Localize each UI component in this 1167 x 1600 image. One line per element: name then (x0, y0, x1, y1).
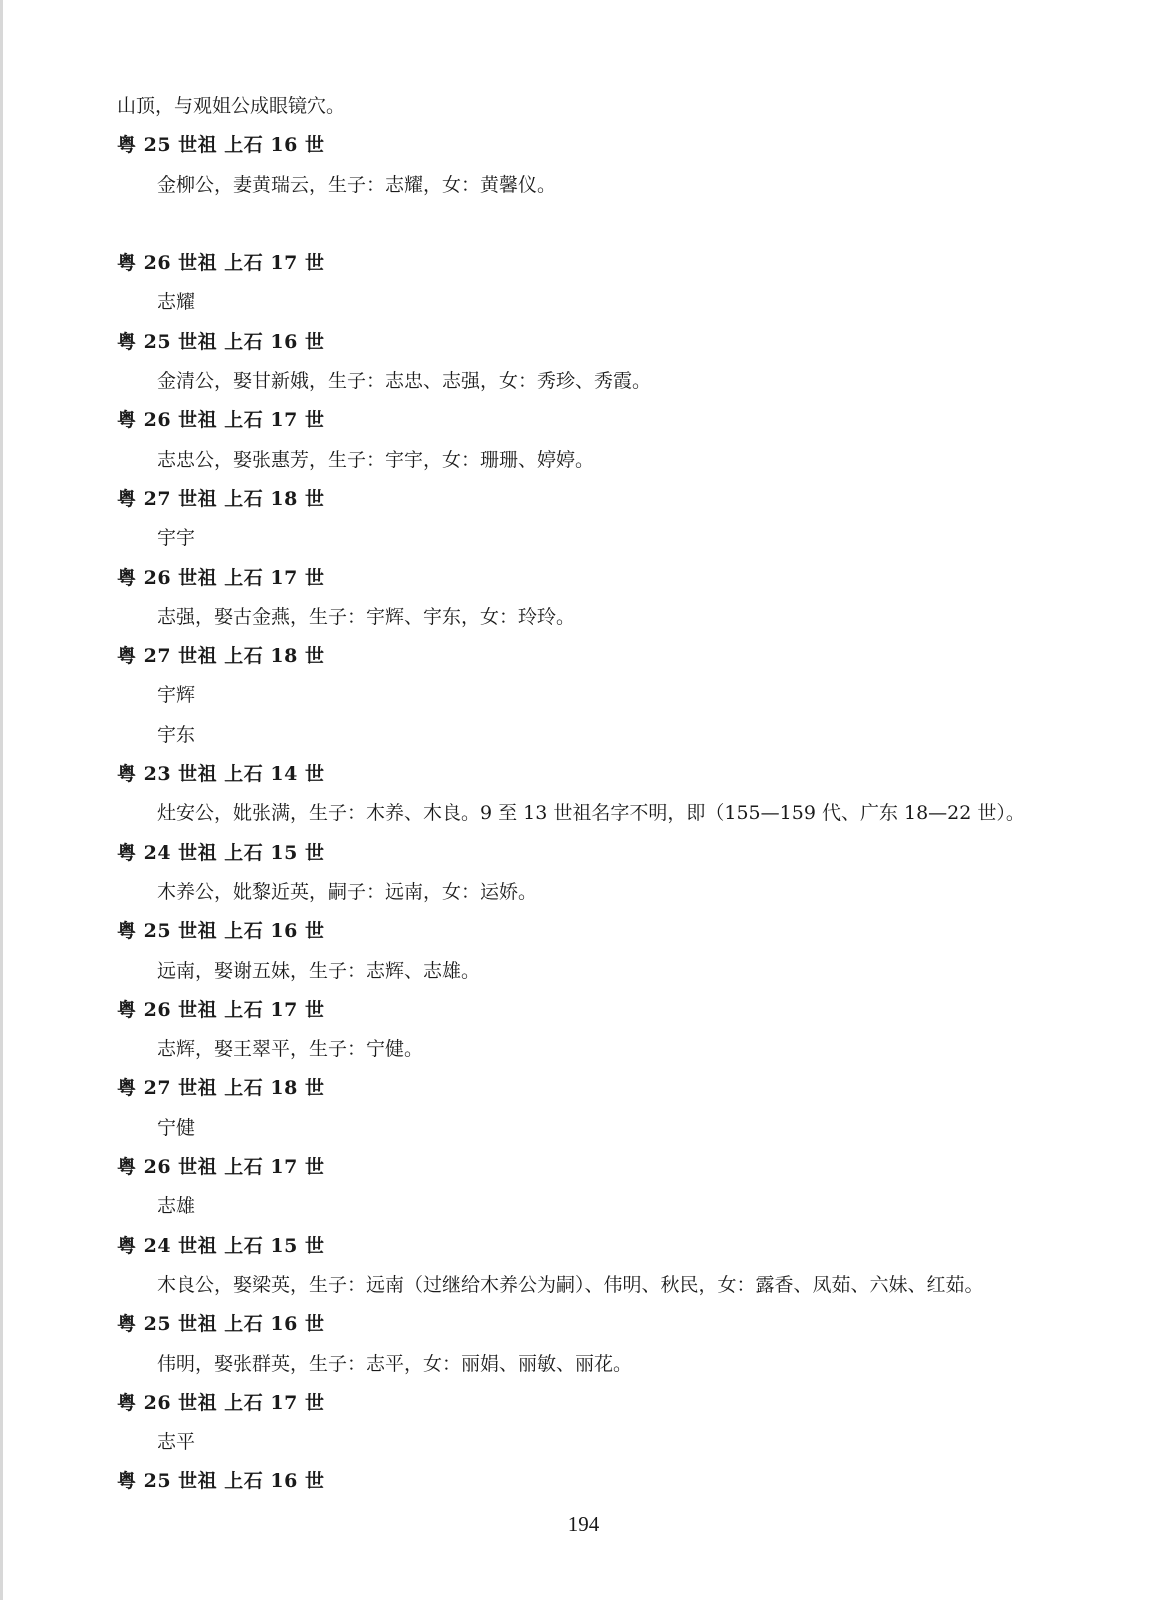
page-number: 194 (567, 1512, 600, 1536)
genealogy-entry: 金柳公，妻黄瑞云，生子：志耀，女：黄馨仪。 (157, 173, 557, 196)
generation-heading: 粤 25 世祖 上石 16 世 (117, 330, 325, 353)
genealogy-entry: 志平 (157, 1431, 196, 1454)
generation-heading: 粤 26 世祖 上石 17 世 (117, 1391, 325, 1414)
generation-heading: 粤 25 世祖 上石 16 世 (117, 920, 325, 943)
genealogy-entry: 宇辉 (157, 684, 196, 707)
generation-heading: 粤 26 世祖 上石 17 世 (117, 566, 325, 589)
generation-heading: 粤 24 世祖 上石 15 世 (117, 1234, 325, 1257)
generation-heading: 粤 26 世祖 上石 17 世 (117, 1156, 325, 1179)
blank-line (117, 205, 1137, 244)
generation-heading: 粤 27 世祖 上石 18 世 (117, 487, 325, 510)
generation-heading: 粤 25 世祖 上石 16 世 (117, 1470, 325, 1493)
generation-heading: 粤 23 世祖 上石 14 世 (117, 763, 325, 786)
genealogy-entry: 伟明，娶张群英，生子：志平，女：丽娟、丽敏、丽花。 (157, 1352, 633, 1375)
genealogy-entry: 志雄 (157, 1195, 196, 1218)
genealogy-text-body (117, 87, 1137, 1502)
genealogy-entry: 木养公，妣黎近英，嗣子：远南，女：运娇。 (157, 880, 538, 903)
continued-text: 山顶，与观姐公成眼镜穴。 (117, 95, 346, 117)
page-edge (0, 0, 3, 1600)
genealogy-entry: 志强，娶古金燕，生子：宇辉、宇东，女：玲玲。 (157, 605, 576, 628)
genealogy-entry: 志耀 (157, 291, 196, 314)
generation-heading: 粤 27 世祖 上石 18 世 (117, 645, 325, 668)
genealogy-entry: 木良公，娶梁英，生子：远南（过继给木养公为嗣）、伟明、秋民，女：露香、凤茹、六妹、红茹。 (157, 1273, 984, 1296)
generation-heading: 粤 25 世祖 上石 16 世 (117, 134, 325, 157)
generation-heading: 粤 24 世祖 上石 15 世 (117, 841, 325, 864)
generation-heading: 粤 27 世祖 上石 18 世 (117, 1077, 325, 1100)
genealogy-entry: 宁健 (157, 1116, 196, 1139)
genealogy-entry: 宇东 (157, 723, 196, 746)
generation-heading: 粤 26 世祖 上石 17 世 (117, 409, 325, 432)
generation-heading: 粤 26 世祖 上石 17 世 (117, 252, 325, 275)
genealogy-entry: 金清公，娶甘新娥，生子：志忠、志强，女：秀珍、秀霞。 (157, 370, 652, 393)
genealogy-entry: 宇宇 (157, 527, 196, 550)
genealogy-entry: 志忠公，娶张惠芳，生子：宇宇，女：珊珊、婷婷。 (157, 448, 595, 471)
generation-heading: 粤 26 世祖 上石 17 世 (117, 998, 325, 1021)
genealogy-entry: 灶安公，妣张满，生子：木养、木良。9 至 13 世祖名字不明，即（155—159 代、广东 18—22 世）。 (157, 802, 1025, 825)
generation-heading: 粤 25 世祖 上石 16 世 (117, 1313, 325, 1336)
genealogy-entry: 志辉，娶王翠平，生子：宁健。 (157, 1038, 424, 1061)
genealogy-entry: 远南，娶谢五妹，生子：志辉、志雄。 (157, 959, 481, 982)
